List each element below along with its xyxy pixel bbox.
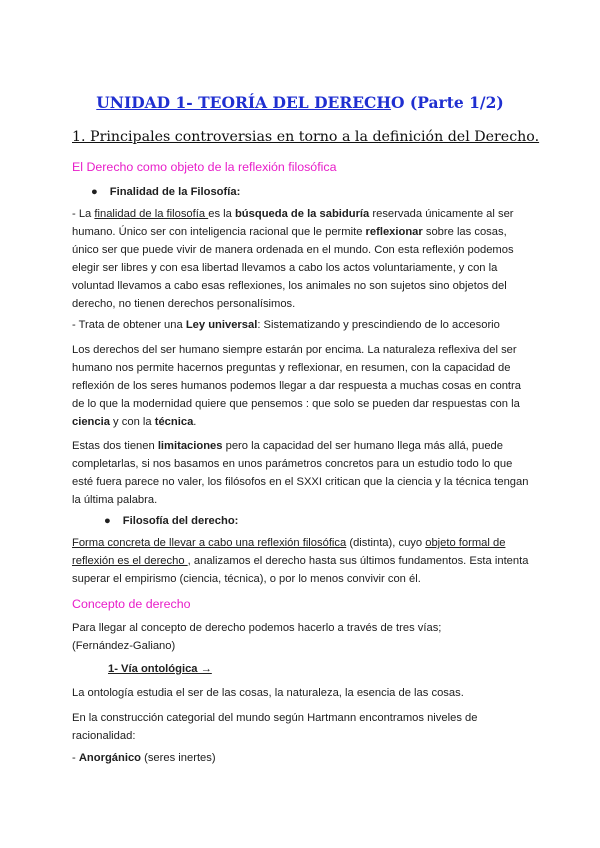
subsection-heading-filosofia: El Derecho como objeto de la reflexión filosófica (72, 160, 337, 174)
paragraph-line: La ontología estudia el ser de las cosas, la naturaleza, la esencia de las cosas. (72, 687, 464, 699)
paragraph-line: - Anorgánico (seres inertes) (72, 752, 216, 764)
paragraph-line: - La finalidad de la filosofía es la búsqueda de la sabiduría reservada únicamente al ser (72, 208, 514, 220)
paragraph-line: (Fernández-Galiano) (72, 640, 176, 652)
paragraph-line: Para llegar al concepto de derecho podemos hacerlo a través de tres vías; (72, 622, 442, 634)
paragraph-line: racionalidad: (72, 730, 136, 742)
bullet-finalidad: ● Finalidad de la Filosofía: (91, 186, 241, 198)
paragraph-line: voluntad llevamos a cabo esas reflexiones, los animales no son sujetos sino objetos del (72, 280, 507, 292)
paragraph-line: completarlas, si nos basamos en unos parámetros concretos para un estudio todo lo que (72, 458, 513, 470)
paragraph-line: Forma concreta de llevar a cabo una reflexión filosófica (distinta), cuyo objeto formal de (72, 537, 506, 549)
paragraph-line: humano. Único ser con inteligencia racional que le permite reflexionar sobre las cosas, (72, 226, 507, 238)
section-heading: 1. Principales controversias en torno a la definición del Derecho. (72, 129, 540, 145)
paragraph-line: de lo que la modernidad quiere que pensemos : que solo se pueden dar respuestas con la (72, 398, 520, 410)
bullet-filosofia-derecho: ● Filosofía del derecho: (104, 515, 239, 527)
paragraph-line: derecho, no tienen derechos personalísimos. (72, 298, 296, 310)
paragraph-line: superar el empirismo (ciencia, técnica), o por lo menos convivir con él. (72, 573, 421, 585)
paragraph-line: reflexión de los seres humanos podemos llegar a dar respuesta a muchas cosas en contra (72, 380, 521, 392)
subsection-heading-concepto: Concepto de derecho (72, 597, 191, 611)
paragraph-line: único ser que puede vivir de manera ordenada en el mundo. Con esta reflexión podemos (72, 244, 514, 256)
paragraph-line: En la construcción categorial del mundo según Hartmann encontramos niveles de (72, 712, 478, 724)
page-title: UNIDAD 1- TEORÍA DEL DERECHO (Parte 1/2) (96, 93, 504, 112)
paragraph-line: ciencia y con la técnica. (72, 416, 197, 428)
paragraph-line: esté fuera parece no valer, los filósofos en el SXXI critican que la ciencia y la técnica tengan (72, 476, 529, 488)
paragraph-line: Estas dos tienen limitaciones pero la capacidad del ser humano llega más allá, puede (72, 440, 503, 452)
bullet-dot-icon: ● (91, 186, 98, 198)
paragraph-line: elegir ser libres y con esa libertad llevamos a cabo los actos voluntariamente, y con la (72, 262, 498, 274)
bullet-dot-icon: ● (104, 515, 111, 527)
paragraph-line: Los derechos del ser humano siempre estarán por encima. La naturaleza reflexiva del ser (72, 344, 517, 356)
paragraph-line: la última palabra. (72, 494, 158, 506)
paragraph-line: reflexión es el derecho , analizamos el derecho hasta sus últimos fundamentos. Esta intenta (72, 555, 529, 567)
paragraph-line: - Trata de obtener una Ley universal: Sistematizando y prescindiendo de lo accesorio (72, 319, 500, 331)
via-ontologica-heading: 1- Vía ontológica → (108, 663, 212, 675)
paragraph-line: humano nos permite hacernos preguntas y reflexionar, en resumen, con la capacidad de (72, 362, 511, 374)
